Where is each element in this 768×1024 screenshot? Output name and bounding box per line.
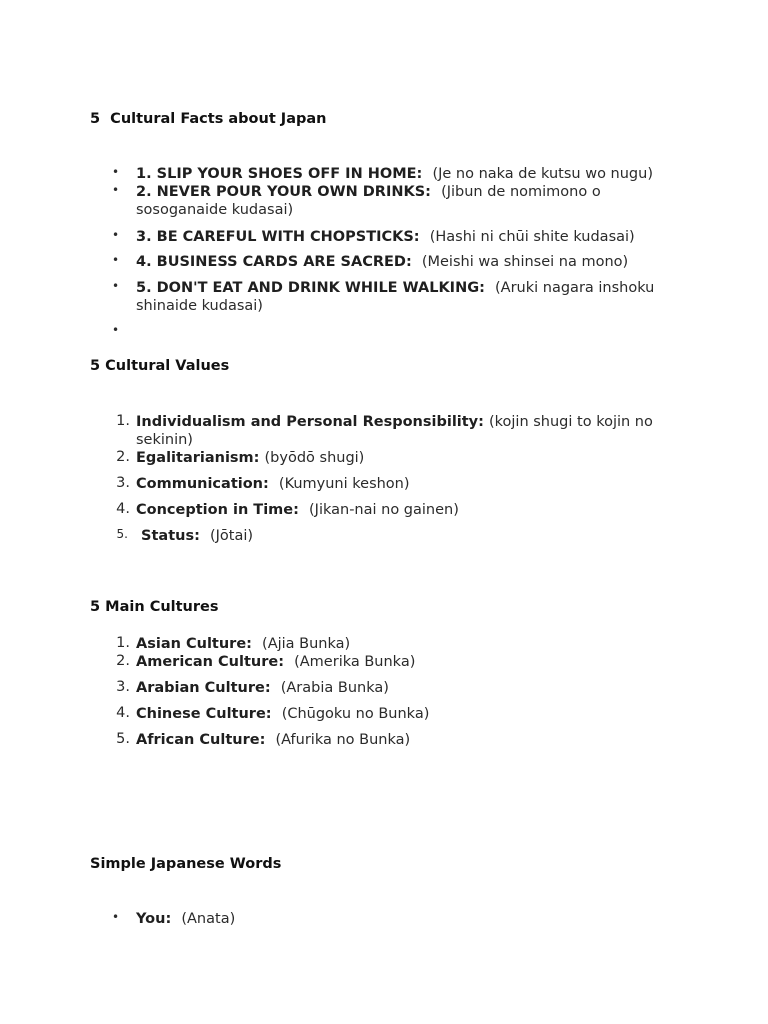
item-label: Egalitarianism: (136, 450, 265, 466)
bullet-marker: • (112, 323, 120, 337)
section-title-simple-words: Simple Japanese Words (90, 856, 282, 872)
item-gloss: (Hashi ni chūi shite kudasai) (429, 229, 635, 245)
section-title-cultural-facts: 5 Cultural Facts about Japan (90, 111, 327, 127)
item-gloss: (Jikan-nai no gainen) (309, 502, 459, 518)
section-title-main-cultures: 5 Main Cultures (90, 599, 219, 615)
item-gloss: (Meishi wa shinsei na mono) (421, 254, 629, 270)
item-label: You: (136, 911, 182, 927)
bullet-marker: • (112, 910, 120, 924)
number-marker: 3. (116, 475, 130, 491)
item-gloss: (Afurika no Bunka) (275, 732, 411, 748)
number-marker: 5. (116, 731, 130, 747)
item-label: Conception in Time: (136, 502, 310, 518)
item-label: 1. SLIP YOUR SHOES OFF IN HOME: (136, 166, 433, 182)
number-marker: 3. (116, 679, 130, 695)
number-marker: 2. (116, 449, 130, 465)
section-title-cultural-values: 5 Cultural Values (90, 358, 230, 374)
bullet-marker: • (112, 165, 120, 179)
number-marker: 1. (116, 413, 130, 429)
item-gloss: (Jōtai) (210, 528, 254, 544)
number-marker: 4. (116, 501, 130, 517)
item-label: 4. BUSINESS CARDS ARE SACRED: (136, 254, 422, 270)
item-label: 3. BE CAREFUL WITH CHOPSTICKS: (136, 229, 430, 245)
item-label: American Culture: (136, 654, 295, 670)
item-label: 5. DON'T EAT AND DRINK WHILE WALKING: (136, 280, 496, 296)
bullet-marker: • (112, 183, 120, 197)
number-marker: 5. (116, 527, 128, 541)
item-label: Asian Culture: (136, 636, 263, 652)
item-label: Communication: (136, 476, 279, 492)
item-label: Status: (136, 528, 210, 544)
item-gloss: (Je no naka de kutsu wo nugu) (432, 166, 653, 182)
number-marker: 1. (116, 635, 130, 651)
item-gloss: (Kumyuni keshon) (278, 476, 410, 492)
bullet-marker: • (112, 228, 120, 242)
item-gloss: (kojin shugi to kojin no sekinin) (136, 414, 653, 448)
item-label: Arabian Culture: (136, 680, 281, 696)
item-gloss: (Chūgoku no Bunka) (281, 706, 430, 722)
item-gloss: (byōdō shugi) (264, 450, 365, 466)
item-gloss: (Amerika Bunka) (294, 654, 416, 670)
item-label: Individualism and Personal Responsibility: (136, 414, 489, 430)
item-gloss: (Anata) (181, 911, 236, 927)
item-label: 2. NEVER POUR YOUR OWN DRINKS: (136, 184, 442, 200)
item-gloss: (Jibun de nomimono o sosoganaide kudasai) (136, 184, 601, 218)
number-marker: 2. (116, 653, 130, 669)
item-label: Chinese Culture: (136, 706, 282, 722)
item-label: African Culture: (136, 732, 276, 748)
bullet-marker: • (112, 279, 120, 293)
bullet-marker: • (112, 253, 120, 267)
number-marker: 4. (116, 705, 130, 721)
item-gloss: (Arabia Bunka) (280, 680, 389, 696)
item-gloss: (Ajia Bunka) (262, 636, 351, 652)
item-gloss: (Aruki nagara inshoku shinaide kudasai) (136, 280, 655, 314)
